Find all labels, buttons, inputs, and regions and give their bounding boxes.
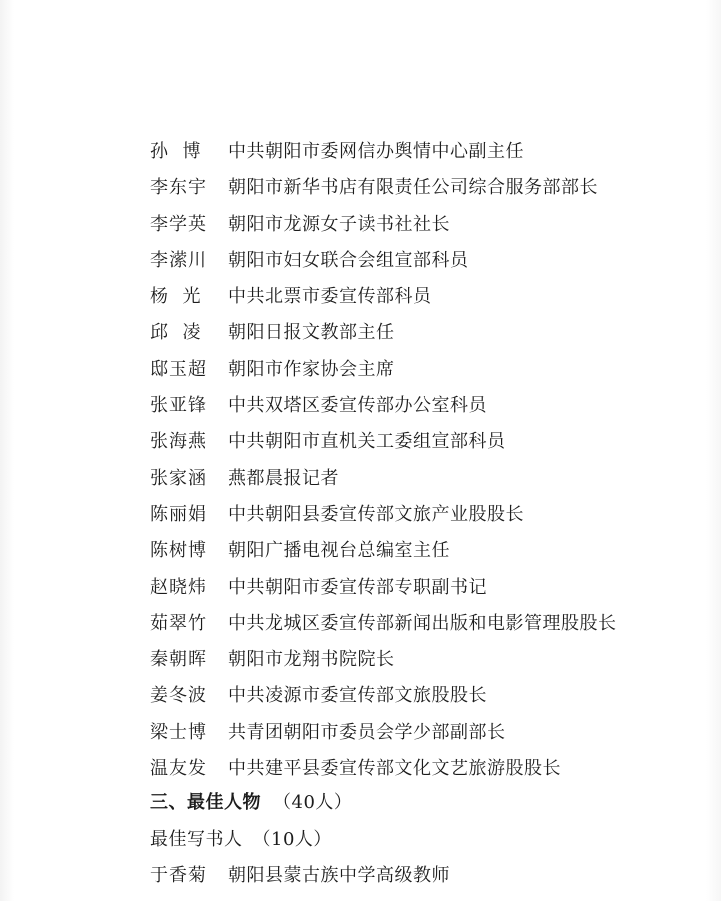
person-name: 杨 光 bbox=[150, 286, 202, 308]
person-organization: 中共朝阳县委宣传部文旅产业股股长 bbox=[228, 503, 524, 525]
person-organization: 中共北票市委宣传部科员 bbox=[228, 286, 432, 308]
section-heading bbox=[150, 785, 352, 821]
person-name: 于香菊 bbox=[150, 865, 207, 886]
list-item bbox=[150, 461, 710, 497]
person-name: 李学英 bbox=[150, 213, 207, 235]
list-item bbox=[150, 315, 710, 351]
person-name: 邸玉超 bbox=[150, 358, 207, 380]
person-organization: 朝阳日报文教部主任 bbox=[228, 322, 395, 344]
person-organization: 朝阳市作家协会主席 bbox=[228, 358, 395, 380]
list-item bbox=[150, 751, 710, 787]
list-item bbox=[150, 858, 450, 894]
list-item bbox=[150, 570, 710, 606]
person-name: 陈树博 bbox=[150, 540, 207, 562]
list-item bbox=[150, 170, 710, 206]
person-organization: 朝阳广播电视台总编室主任 bbox=[228, 540, 450, 562]
person-organization: 中共朝阳市委宣传部专职副书记 bbox=[228, 576, 487, 598]
person-name: 孙 博 bbox=[150, 141, 202, 162]
person-name: 姜冬波 bbox=[150, 685, 207, 707]
list-item bbox=[150, 134, 710, 170]
section-title: 三、最佳人物 bbox=[150, 792, 261, 813]
list-item bbox=[150, 678, 710, 714]
list-item bbox=[150, 533, 710, 569]
person-name: 茹翠竹 bbox=[150, 612, 207, 634]
person-organization: 朝阳市龙翔书院院长 bbox=[228, 649, 395, 671]
person-name: 李潆川 bbox=[150, 249, 207, 271]
list-item bbox=[150, 243, 710, 279]
person-organization: 朝阳市新华书店有限责任公司综合服务部部长 bbox=[228, 177, 598, 199]
list-item bbox=[150, 424, 710, 460]
list-item bbox=[150, 279, 710, 315]
person-name: 秦朝晖 bbox=[150, 649, 207, 671]
list-item bbox=[150, 606, 710, 642]
subsection-count: （10人） bbox=[252, 829, 332, 850]
subsection-heading bbox=[150, 822, 332, 858]
subsection-title: 最佳写书人 bbox=[150, 829, 243, 850]
person-organization: 中共凌源市委宣传部文旅股股长 bbox=[228, 685, 487, 707]
person-organization: 燕都晨报记者 bbox=[228, 467, 339, 489]
person-organization: 中共双塔区委宣传部办公室科员 bbox=[228, 395, 487, 417]
person-organization: 共青团朝阳市委员会学少部副部长 bbox=[228, 721, 506, 743]
list-item bbox=[150, 497, 710, 533]
person-name: 邱 凌 bbox=[150, 322, 202, 344]
person-organization: 中共龙城区委宣传部新闻出版和电影管理股股长 bbox=[228, 612, 617, 634]
person-name: 张海燕 bbox=[150, 431, 207, 453]
list-item bbox=[150, 642, 710, 678]
person-name: 陈丽娟 bbox=[150, 503, 207, 525]
list-item bbox=[150, 715, 710, 751]
person-name: 梁士博 bbox=[150, 721, 207, 743]
person-name: 温友发 bbox=[150, 758, 207, 780]
section-count: （40人） bbox=[273, 792, 353, 813]
person-organization: 中共朝阳市直机关工委组宣部科员 bbox=[228, 431, 506, 453]
person-organization: 朝阳市妇女联合会组宣部科员 bbox=[228, 249, 469, 271]
person-name: 张亚锋 bbox=[150, 395, 207, 417]
list-item bbox=[150, 388, 710, 424]
person-organization: 朝阳市龙源女子读书社社长 bbox=[228, 213, 450, 235]
person-name: 赵晓炜 bbox=[150, 576, 207, 598]
person-organization: 朝阳县蒙古族中学高级教师 bbox=[228, 865, 450, 886]
person-organization: 中共朝阳市委网信办舆情中心副主任 bbox=[228, 141, 524, 162]
list-item bbox=[150, 352, 710, 388]
person-name: 李东宇 bbox=[150, 177, 207, 199]
name-list bbox=[150, 134, 710, 787]
list-item bbox=[150, 207, 710, 243]
person-organization: 中共建平县委宣传部文化文艺旅游股股长 bbox=[228, 758, 561, 780]
person-name: 张家涵 bbox=[150, 467, 207, 489]
